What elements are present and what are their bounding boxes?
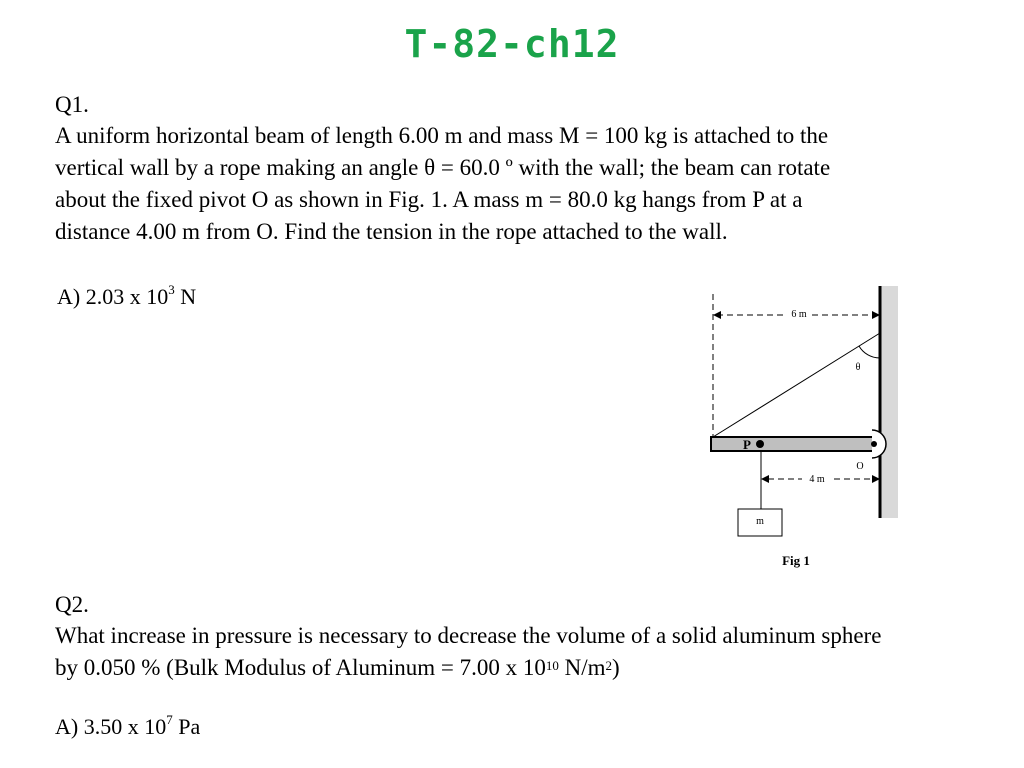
answer-2-suffix: Pa xyxy=(172,714,201,739)
answer-1-suffix: N xyxy=(174,284,197,309)
point-p-marker xyxy=(756,440,764,448)
question-2-answer xyxy=(55,714,200,740)
angle-arc xyxy=(859,346,880,358)
question-1-answer xyxy=(57,284,196,310)
question-2-label: Q2. xyxy=(55,592,89,617)
question-1-line: distance 4.00 m from O. Find the tension in the rope attached to the wall. xyxy=(55,219,728,244)
question-2-line2-suffix: ) xyxy=(612,655,620,680)
answer-2-prefix: A) 3.50 x 10 xyxy=(55,714,167,739)
wall xyxy=(880,286,898,518)
question-2-text xyxy=(55,620,881,684)
question-1-line: A uniform horizontal beam of length 6.00 m and mass M = 100 kg is attached to the xyxy=(55,123,829,148)
angle-label: θ xyxy=(855,362,861,373)
figure-1-diagram xyxy=(700,280,910,580)
question-2-exponent-2: 2 xyxy=(605,658,613,673)
mass-label: m xyxy=(756,516,764,527)
question-1-line: about the fixed pivot O as shown in Fig. 1. A mass m = 80.0 kg hangs from P at a xyxy=(55,187,803,212)
arrowhead-left xyxy=(713,311,721,319)
rope xyxy=(713,333,880,437)
arrowhead-left xyxy=(761,475,769,483)
page-title: T-82-ch12 xyxy=(404,22,620,66)
question-2-line2-mid: N/m xyxy=(558,655,606,680)
dimension-label-4m: 4 m xyxy=(809,474,825,485)
figure-caption: Fig 1 xyxy=(782,553,810,568)
pivot-point xyxy=(871,441,877,447)
answer-1-prefix: A) 2.03 x 10 xyxy=(57,284,169,309)
question-2-exponent: 10 xyxy=(545,658,559,673)
answer-1-exponent: 3 xyxy=(168,282,175,297)
question-2-line: What increase in pressure is necessary to decrease the volume of a solid aluminum sphere xyxy=(55,623,882,648)
dimension-label-6m: 6 m xyxy=(791,309,807,320)
question-1-label: Q1. xyxy=(55,92,89,117)
question-2-line xyxy=(55,652,881,684)
answer-2-exponent: 7 xyxy=(166,712,173,727)
pivot-label: O xyxy=(856,461,864,472)
question-1-text xyxy=(55,120,830,248)
question-1-line: vertical wall by a rope making an angle θ = 60.0 º with the wall; the beam can rotate xyxy=(55,155,831,180)
question-2-line2-prefix: by 0.050 % (Bulk Modulus of Aluminum = 7.00 x 10 xyxy=(55,655,546,680)
beam xyxy=(711,437,875,451)
point-p-label: P xyxy=(743,437,751,452)
